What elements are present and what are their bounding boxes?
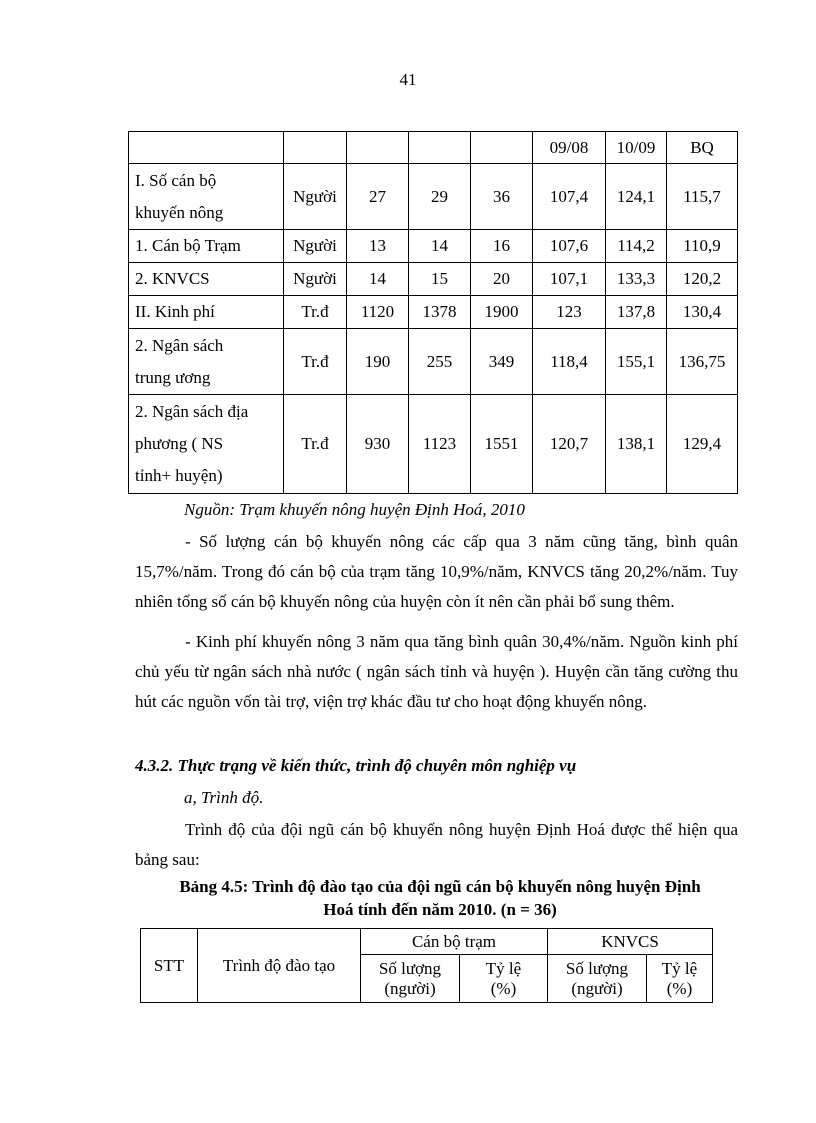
ratio-cell: 137,8 <box>606 296 667 329</box>
count-header: Số lượng (người) <box>361 955 460 1003</box>
ratio-cell: 138,1 <box>606 395 667 494</box>
ratio-cell: 107,6 <box>533 230 606 263</box>
value-cell: 15 <box>409 263 471 296</box>
table-row <box>129 395 738 494</box>
avg-cell: 129,4 <box>667 395 738 494</box>
kpi-table <box>128 131 738 494</box>
header-cell <box>409 132 471 164</box>
value-cell: 27 <box>347 164 409 230</box>
avg-cell: 110,9 <box>667 230 738 263</box>
table-caption: Bảng 4.5: Trình độ đào tạo của đội ngũ cán bộ khuyến nông huyện Định Hoá tính đến năm 2010. (n = 36) <box>179 877 701 919</box>
value-cell: 255 <box>409 329 471 395</box>
value-cell: 29 <box>409 164 471 230</box>
table-header-row <box>141 929 713 955</box>
ratio-header: Tỷ lệ (%) <box>647 955 713 1003</box>
table-row <box>129 296 738 329</box>
value-cell: 1378 <box>409 296 471 329</box>
value-cell: 930 <box>347 395 409 494</box>
value-cell: 14 <box>409 230 471 263</box>
unit-cell: Người <box>284 263 347 296</box>
ratio-cell: 133,3 <box>606 263 667 296</box>
row-label: 2. Ngân sách trung ương <box>129 329 284 395</box>
value-cell: 16 <box>471 230 533 263</box>
ratio-cell: 114,2 <box>606 230 667 263</box>
row-label: 2. KNVCS <box>129 263 284 296</box>
training-level-table <box>140 928 713 1003</box>
group-header-station: Cán bộ trạm <box>361 929 548 955</box>
header-cell <box>347 132 409 164</box>
row-label: 1. Cán bộ Trạm <box>129 230 284 263</box>
unit-cell: Người <box>284 164 347 230</box>
section-heading: 4.3.2. Thực trạng về kiến thức, trình độ chuyên môn nghiệp vụ <box>135 756 577 775</box>
row-label: II. Kinh phí <box>129 296 284 329</box>
ratio-cell: 120,7 <box>533 395 606 494</box>
value-cell: 1123 <box>409 395 471 494</box>
ratio-cell: 155,1 <box>606 329 667 395</box>
table-row <box>129 263 738 296</box>
ratio-cell: 107,4 <box>533 164 606 230</box>
value-cell: 20 <box>471 263 533 296</box>
paragraph-staff: - Số lượng cán bộ khuyến nông các cấp qua 3 năm cũng tăng, bình quân 15,7%/năm. Trong đó cán bộ của trạm tăng 10,9%/năm, KNVCS tăng 20,2%/năm. Tuy nhiên tổng số cán bộ khuyến nông của huyện còn ít nên cần phải bổ sung thêm. <box>135 532 738 611</box>
value-cell: 36 <box>471 164 533 230</box>
ratio-header: Tỷ lệ (%) <box>460 955 548 1003</box>
subsection-heading: a, Trình độ. <box>184 788 264 807</box>
paragraph-intro-table: Trình độ của đội ngũ cán bộ khuyến nông huyện Định Hoá được thể hiện qua bảng sau: <box>135 820 738 869</box>
header-cell <box>284 132 347 164</box>
table-row <box>129 230 738 263</box>
ratio-cell: 123 <box>533 296 606 329</box>
ratio-cell: 118,4 <box>533 329 606 395</box>
header-cell <box>471 132 533 164</box>
row-label: I. Số cán bộ khuyến nông <box>129 164 284 230</box>
value-cell: 14 <box>347 263 409 296</box>
avg-cell: 115,7 <box>667 164 738 230</box>
value-cell: 349 <box>471 329 533 395</box>
stt-header: STT <box>141 929 198 1003</box>
group-header-knvcs: KNVCS <box>548 929 713 955</box>
table-source-note: Nguồn: Trạm khuyến nông huyện Định Hoá, 2010 <box>184 500 525 519</box>
table-row <box>129 164 738 230</box>
header-cell: BQ <box>667 132 738 164</box>
paragraph-budget: - Kinh phí khuyến nông 3 năm qua tăng bình quân 30,4%/năm. Nguồn kinh phí chủ yếu từ ngân sách nhà nước ( ngân sách tỉnh và huyện ). Huyện cần tăng cường thu hút các nguồn vốn tài trợ, viện trợ khác đầu tư cho hoạt động khuyến nông. <box>135 632 738 711</box>
header-cell: 10/09 <box>606 132 667 164</box>
value-cell: 13 <box>347 230 409 263</box>
unit-cell: Tr.đ <box>284 395 347 494</box>
table-row <box>129 329 738 395</box>
count-header: Số lượng (người) <box>548 955 647 1003</box>
unit-cell: Tr.đ <box>284 296 347 329</box>
value-cell: 1120 <box>347 296 409 329</box>
unit-cell: Tr.đ <box>284 329 347 395</box>
ratio-cell: 107,1 <box>533 263 606 296</box>
value-cell: 1551 <box>471 395 533 494</box>
level-header: Trình độ đào tạo <box>198 929 361 1003</box>
avg-cell: 136,75 <box>667 329 738 395</box>
avg-cell: 120,2 <box>667 263 738 296</box>
ratio-cell: 124,1 <box>606 164 667 230</box>
row-label: 2. Ngân sách địa phương ( NS tỉnh+ huyện) <box>129 395 284 494</box>
header-cell: 09/08 <box>533 132 606 164</box>
page-number: 41 <box>399 70 417 89</box>
unit-cell: Người <box>284 230 347 263</box>
table-header-row <box>129 132 738 164</box>
header-cell <box>129 132 284 164</box>
value-cell: 1900 <box>471 296 533 329</box>
value-cell: 190 <box>347 329 409 395</box>
avg-cell: 130,4 <box>667 296 738 329</box>
